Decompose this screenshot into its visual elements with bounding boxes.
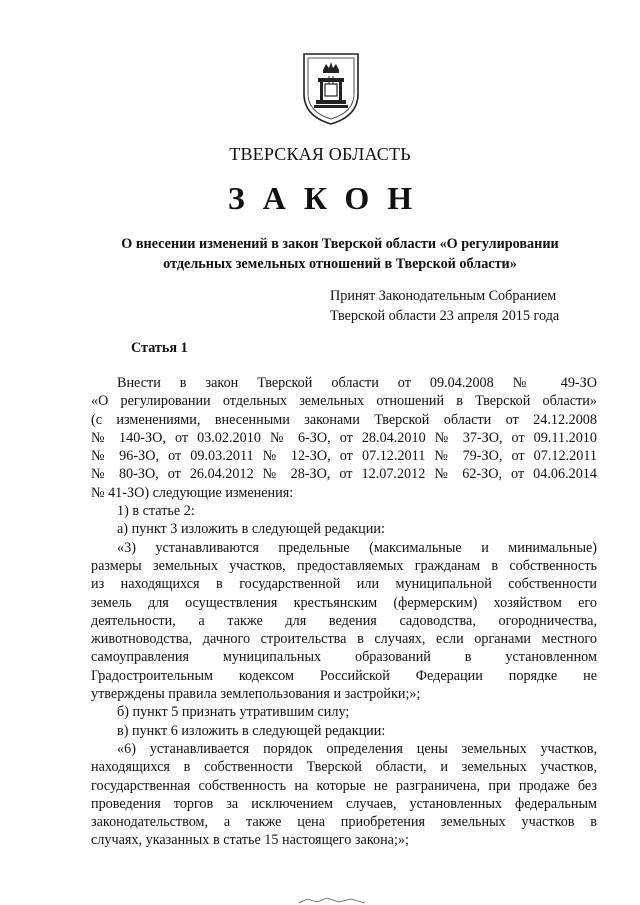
adoption-note xyxy=(330,286,559,326)
text-line: № 80-ЗО, от 26.04.2012 № 28-ЗО, от 12.07.2012 № 62-ЗО, от 04.06.2014 xyxy=(91,466,597,483)
text-line: № 41-ЗО) следующие изменения: xyxy=(91,484,294,501)
text-line: проведения торгов за исключением случаев, установленных федеральным xyxy=(91,795,597,812)
text-line: «3) устанавливаются предельные (максимальные и минимальные) xyxy=(117,539,597,556)
text-line: Внести в закон Тверской области от 09.04.2008 № 49-ЗО xyxy=(117,375,597,391)
text-line: 1) в статье 2: xyxy=(117,503,195,520)
text-line: в) пункт 6 изложить в следующей редакции: xyxy=(117,722,386,739)
law-title-line-2: отдельных земельных отношений в Тверской области» xyxy=(163,256,517,272)
text-line: размеры земельных участков, предоставляемых гражданам в собственность xyxy=(91,557,597,574)
text-line: деятельности, а также для ведения садоводства, огородничества, xyxy=(91,612,597,629)
text-line: животноводства, дачного строительства в случаях, если органами местного xyxy=(91,631,597,648)
text-line: «О регулировании отдельных земельных отношений в Тверской области» xyxy=(91,393,597,410)
law-title xyxy=(90,234,590,274)
text-line: «6) устанавливается порядок определения цены земельных участков, xyxy=(117,740,597,757)
text-line: случаях, указанных в статье 15 настоящего закона;»; xyxy=(91,832,409,849)
text-line: утверждены правила землепользования и застройки;»; xyxy=(91,686,421,703)
text-line: № 96-ЗО, от 09.03.2011 № 12-ЗО, от 07.12.2011 № 79-ЗО, от 07.12.2011 xyxy=(91,448,597,465)
coat-of-arms-emblem xyxy=(301,50,361,126)
article-heading: Статья 1 xyxy=(131,340,188,356)
text-line: (с изменениями, внесенными законами Тверской области от 24.12.2008 xyxy=(91,411,597,428)
article-body xyxy=(91,374,597,850)
text-line: из находящихся в государственной или муниципальной собственности xyxy=(91,576,597,593)
text-line: самоуправления муниципальных образований в установленном xyxy=(91,649,597,666)
text-line: государственная собственность на которые не разграничена, при продаже без xyxy=(91,777,597,794)
text-line: находящихся в собственности Тверской области, и земельных участков, xyxy=(91,759,597,776)
text-line: б) пункт 5 признать утратившим силу; xyxy=(117,704,350,721)
text-line: законодательством, а также цена приобретения земельных участков в xyxy=(91,814,597,831)
text-line: а) пункт 3 изложить в следующей редакции: xyxy=(117,521,385,538)
text-line: земель для осуществления крестьянским (фермерским) хозяйством его xyxy=(91,594,597,611)
text-line: Градостроительным кодексом Российской Федерации порядке не xyxy=(91,667,597,684)
document-type: ЗАКОН xyxy=(227,180,431,216)
page-bottom-mark xyxy=(297,895,367,905)
law-title-line-1: О внесении изменений в закон Тверской области «О регулировании xyxy=(121,236,559,252)
adoption-note-line-2: Тверской области 23 апреля 2015 года xyxy=(330,308,560,324)
text-line: № 140-ЗО, от 03.02.2010 № 6-ЗО, от 28.04.2010 № 37-ЗО, от 09.11.2010 xyxy=(91,429,597,446)
region-name: ТВЕРСКАЯ ОБЛАСТЬ xyxy=(229,144,411,164)
adoption-note-line-1: Принят Законодательным Собранием xyxy=(330,288,557,304)
